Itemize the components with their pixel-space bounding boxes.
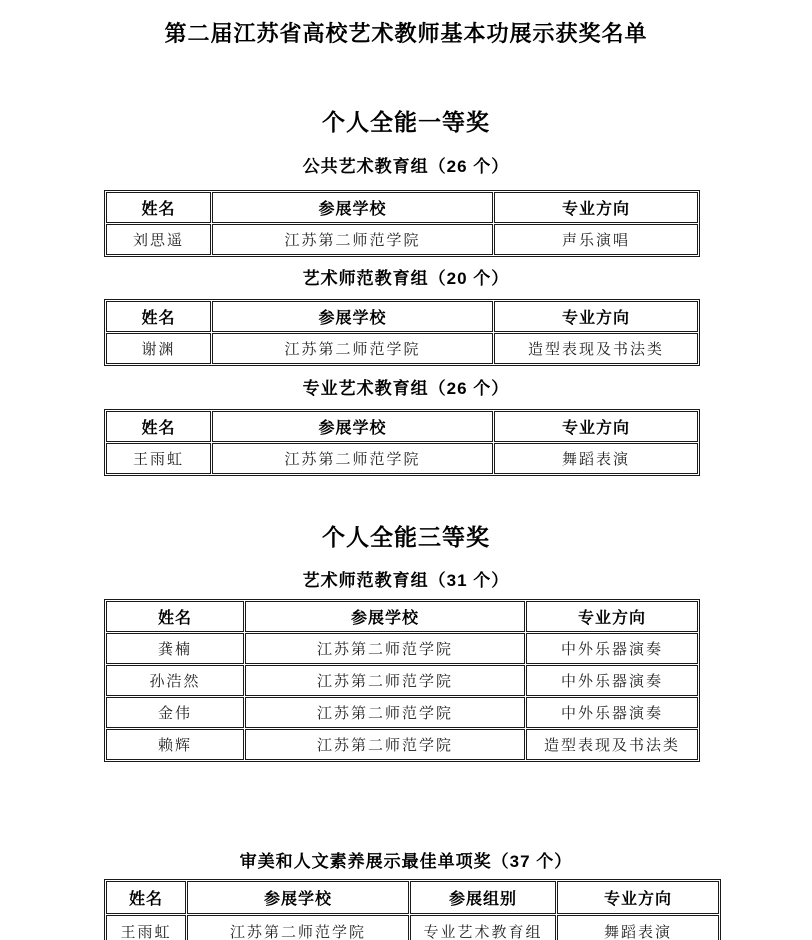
cell-school: 江苏第二师范学院 [245, 665, 525, 696]
cell-major: 舞蹈表演 [494, 443, 698, 474]
cell-name: 赖辉 [106, 729, 244, 760]
col-header-major: 专业方向 [526, 601, 698, 632]
col-header-major: 专业方向 [494, 411, 698, 442]
cell-major: 舞蹈表演 [557, 915, 719, 940]
col-header-major: 专业方向 [494, 192, 698, 223]
cell-major: 中外乐器演奏 [526, 665, 698, 696]
cell-major: 造型表现及书法类 [494, 333, 698, 364]
table-header-row [106, 301, 698, 332]
group-heading-aesthetic-humanistic-award: 审美和人文素养展示最佳单项奖（37 个） [239, 852, 573, 871]
group-heading-art-normal-ed-third: 艺术师范教育组（31 个） [302, 571, 510, 590]
cell-school: 江苏第二师范学院 [212, 443, 493, 474]
cell-school: 江苏第二师范学院 [187, 915, 409, 940]
cell-name: 王雨虹 [106, 915, 186, 940]
col-header-group: 参展组别 [410, 881, 556, 914]
cell-major: 中外乐器演奏 [526, 697, 698, 728]
table-aesthetic-humanistic-award [104, 879, 721, 940]
cell-name: 王雨虹 [106, 443, 211, 474]
cell-name: 孙浩然 [106, 665, 244, 696]
group-heading-professional-art: 专业艺术教育组（26 个） [302, 379, 510, 398]
award-heading-first-prize: 个人全能一等奖 [322, 109, 490, 135]
col-header-school: 参展学校 [187, 881, 409, 914]
table-row [106, 443, 698, 474]
col-header-name: 姓名 [106, 601, 244, 632]
cell-school: 江苏第二师范学院 [212, 224, 493, 255]
cell-major: 造型表现及书法类 [526, 729, 698, 760]
col-header-name: 姓名 [106, 881, 186, 914]
col-header-name: 姓名 [106, 301, 211, 332]
col-header-major: 专业方向 [557, 881, 719, 914]
col-header-school: 参展学校 [245, 601, 525, 632]
cell-school: 江苏第二师范学院 [245, 697, 525, 728]
cell-major: 声乐演唱 [494, 224, 698, 255]
cell-school: 江苏第二师范学院 [245, 729, 525, 760]
table-first-prize-professional-art [104, 409, 700, 476]
cell-name: 金伟 [106, 697, 244, 728]
table-row [106, 729, 698, 760]
table-row [106, 697, 698, 728]
cell-name: 刘思遥 [106, 224, 211, 255]
col-header-school: 参展学校 [212, 301, 493, 332]
table-header-row [106, 411, 698, 442]
table-row [106, 333, 698, 364]
table-header-row [106, 881, 719, 914]
table-header-row [106, 192, 698, 223]
table-third-prize-art-normal [104, 599, 700, 762]
table-row [106, 915, 719, 940]
table-first-prize-art-normal [104, 299, 700, 366]
col-header-name: 姓名 [106, 192, 211, 223]
col-header-school: 参展学校 [212, 192, 493, 223]
table-row [106, 665, 698, 696]
group-heading-art-normal-ed: 艺术师范教育组（20 个） [302, 269, 510, 288]
cell-school: 江苏第二师范学院 [212, 333, 493, 364]
cell-major: 中外乐器演奏 [526, 633, 698, 664]
col-header-name: 姓名 [106, 411, 211, 442]
table-row [106, 633, 698, 664]
col-header-school: 参展学校 [212, 411, 493, 442]
award-heading-third-prize: 个人全能三等奖 [322, 524, 490, 550]
col-header-major: 专业方向 [494, 301, 698, 332]
cell-name: 龚楠 [106, 633, 244, 664]
cell-school: 江苏第二师范学院 [245, 633, 525, 664]
table-first-prize-public-art [104, 190, 700, 257]
group-heading-public-art: 公共艺术教育组（26 个） [302, 157, 510, 176]
cell-group: 专业艺术教育组 [410, 915, 556, 940]
document-title: 第二届江苏省高校艺术教师基本功展示获奖名单 [164, 21, 648, 46]
cell-name: 谢渊 [106, 333, 211, 364]
table-row [106, 224, 698, 255]
table-header-row [106, 601, 698, 632]
